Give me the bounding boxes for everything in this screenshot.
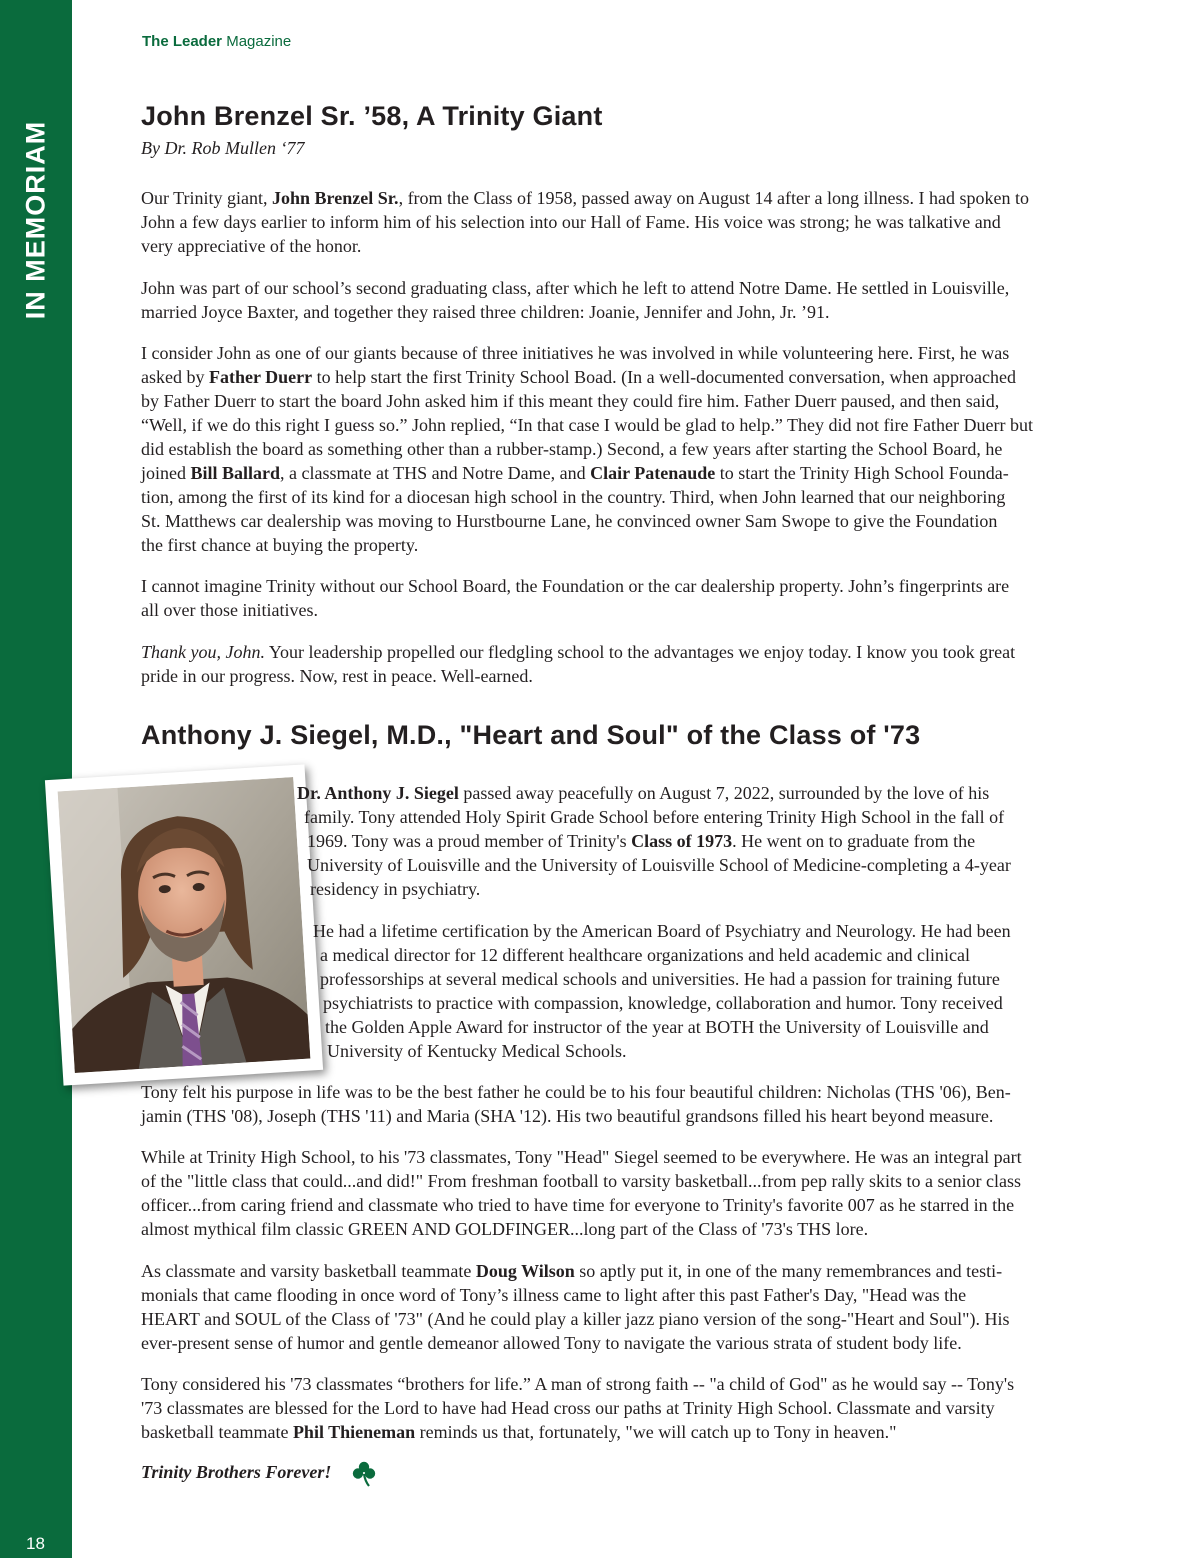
italic-text: Thank you, John. [141, 642, 265, 662]
line-text: He had a lifetime certification by the American Board of Psychiatry and Neurology. He had been [313, 921, 1011, 941]
line-text: married Joyce Baxter, and together they raised three children: Joanie, Jennifer and John, Jr. ’91. [141, 302, 830, 322]
text-line [141, 1080, 1109, 1104]
line-text: 1969. Tony was a proud member of Trinity's [307, 831, 632, 851]
bold-text: Phil Thieneman [292, 1422, 416, 1442]
line-text: “Well, if we do this right I guess so.” John replied, “In that case I would be glad to help.” They did not fire Father Duerr but [141, 415, 1033, 435]
line-text: Tony considered his '73 classmates “brothers for life.” A man of strong faith -- "a child of God" as he would say -- Tony's [141, 1374, 1015, 1394]
text-line [141, 1396, 1109, 1420]
text-line [141, 276, 1109, 300]
line-text: ever-present sense of humor and gentle demeanor allowed Tony to navigate the various strata of student body life. [141, 1333, 962, 1353]
line-text: pride in our progress. Now, rest in peace. Well-earned. [141, 666, 533, 686]
line-text: the Golden Apple Award for instructor of the year at BOTH the University of Louisville and [325, 1017, 989, 1037]
line-text: As classmate and varsity basketball teammate [141, 1261, 476, 1281]
masthead-brand: The Leader [142, 33, 223, 50]
bold-text: Bill Ballard [190, 463, 281, 483]
line-text: passed away peacefully on August 7, 2022, surrounded by the love of his [458, 783, 990, 803]
article1-title: John Brenzel Sr. ’58, A Trinity Giant [141, 101, 603, 131]
text-line [297, 853, 1200, 877]
line-text: While at Trinity High School, to his '73 classmates, Tony "Head" Siegel seemed to be everywhere. He was an integral part [141, 1147, 1022, 1167]
text-line [313, 1039, 1200, 1063]
line-text: officer...from caring friend and classmate who tried to have time for everyone to Trinity's favorite 007 as he starred in the [141, 1195, 1015, 1215]
text-line [141, 1331, 1109, 1355]
article1-paragraph-4 [141, 574, 1109, 622]
text-line [297, 805, 1200, 829]
text-line [297, 829, 1200, 853]
article2-paragraph-5 [141, 1259, 1109, 1355]
article2-title: Anthony J. Siegel, M.D., "Heart and Soul" of the Class of '73 [141, 720, 921, 750]
text-line [141, 300, 1109, 324]
text-line [141, 186, 1109, 210]
line-text: I consider John as one of our giants because of three initiatives he was involved in while volunteering here. First, he was [141, 343, 1010, 363]
text-line [141, 1283, 1109, 1307]
text-line [141, 1372, 1109, 1396]
portrait-photo [45, 764, 323, 1085]
text-line [141, 389, 1109, 413]
article1-paragraph-2 [141, 276, 1109, 324]
line-text: the first chance at buying the property. [141, 535, 419, 555]
line-text: jamin (THS '08), Joseph (THS '11) and Maria (SHA '12). His two beautiful grandsons filled his heart beyond measure. [141, 1106, 994, 1126]
line-text: St. Matthews car dealership was moving to Hurstbourne Lane, he convinced owner Sam Swope to give the Foundation [141, 511, 998, 531]
text-line [141, 365, 1109, 389]
text-line [141, 485, 1109, 509]
line-text: John was part of our school’s second graduating class, after which he left to attend Notre Dame. He settled in Louisville, [141, 278, 1010, 298]
text-line [141, 1259, 1109, 1283]
line-text: John a few days earlier to inform him of his selection into our Hall of Fame. His voice was strong; he was talkative and [141, 212, 1001, 232]
line-text: professorships at several medical schools and universities. He had a passion for training future [320, 969, 1000, 989]
line-text: Your leadership propelled our fledgling school to the advantages we enjoy today. I know you took great [264, 642, 1016, 662]
line-text: HEART and SOUL of the Class of '73" (And he could play a killer jazz piano version of the song-"Heart and Soul"). His [141, 1309, 1010, 1329]
bold-text: Class of 1973 [631, 831, 733, 851]
line-text: to start the Trinity High School Founda- [715, 463, 1009, 483]
line-text: almost mythical film classic GREEN AND GOLDFINGER...long part of the Class of '73's THS lore. [141, 1219, 869, 1239]
text-line [297, 877, 1200, 901]
text-line [141, 210, 1109, 234]
text-line [313, 967, 1200, 991]
line-text: to help start the first Trinity School Boad. (In a well-documented conversation, when approached [312, 367, 1016, 387]
line-text: , a classmate at THS and Notre Dame, and [280, 463, 591, 483]
article2-paragraph-2 [313, 919, 1200, 1063]
text-line [141, 664, 1109, 688]
bold-text: Dr. Anthony J. Siegel [297, 783, 459, 803]
line-text: Tony felt his purpose in life was to be the best father he could be to his four beautiful children: Nicholas (THS '06), Ben- [141, 1082, 1011, 1102]
section-label: IN MEMORIAM [20, 120, 51, 320]
line-text: basketball teammate [141, 1422, 293, 1442]
text-line [141, 1169, 1109, 1193]
text-line [141, 413, 1109, 437]
bold-text: Doug Wilson [475, 1261, 575, 1281]
text-line [141, 461, 1109, 485]
line-text: monials that came flooding in once word of Tony’s illness came to light after this past Father's Day, "Head was the [141, 1285, 967, 1305]
text-line [313, 991, 1200, 1015]
line-text: tion, among the first of its kind for a diocesan high school in the country. Third, when John learned that our neighboring [141, 487, 1006, 507]
line-text: reminds us that, fortunately, "we will catch up to Tony in heaven." [415, 1422, 897, 1442]
line-text: joined [141, 463, 191, 483]
line-text: '73 classmates are blessed for the Lord to have had Head cross our paths at Trinity High School. Classmate and varsity [141, 1398, 995, 1418]
text-line [141, 437, 1109, 461]
text-line [141, 234, 1109, 258]
line-text: University of Kentucky Medical Schools. [327, 1041, 627, 1061]
line-text: psychiatrists to practice with compassion, knowledge, collaboration and humor. Tony received [323, 993, 1003, 1013]
text-line [313, 1015, 1200, 1039]
line-text: so aptly put it, in one of the many remembrances and testi- [574, 1261, 1003, 1281]
line-text: a medical director for 12 different healthcare organizations and held academic and clinical [320, 945, 971, 965]
article1-paragraph-1 [141, 186, 1109, 258]
text-line [141, 640, 1109, 664]
text-line [141, 1420, 1109, 1444]
text-line [313, 943, 1200, 967]
shamrock-icon [352, 1461, 376, 1487]
line-text: very appreciative of the honor. [141, 236, 362, 256]
line-text: . He went on to graduate from the [732, 831, 976, 851]
article2-paragraph-3 [141, 1080, 1109, 1128]
page-number: 18 [26, 1534, 45, 1553]
text-line [141, 1145, 1109, 1169]
article2-paragraph-1 [297, 781, 1200, 901]
article1-byline: By Dr. Rob Mullen ‘77 [141, 138, 305, 158]
text-line [313, 919, 1200, 943]
text-line [141, 1193, 1109, 1217]
text-line [141, 1307, 1109, 1331]
text-line [141, 1217, 1109, 1241]
text-line [141, 574, 1109, 598]
masthead-suffix: Magazine [226, 33, 292, 50]
masthead [142, 33, 291, 50]
line-text: I cannot imagine Trinity without our School Board, the Foundation or the car dealership property. John’s fingerprints are [141, 576, 1010, 596]
text-line [141, 533, 1109, 557]
portrait-image [58, 777, 311, 1073]
line-text: Our Trinity giant, [141, 188, 273, 208]
bold-text: John Brenzel Sr. [272, 188, 399, 208]
line-text: by Father Duerr to start the board John asked him if this meant they could fire him. Father Duerr paused, and then said, [141, 391, 1000, 411]
line-text: asked by [141, 367, 209, 387]
line-text: residency in psychiatry. [310, 879, 481, 899]
bold-text: Father Duerr [208, 367, 313, 387]
article1-paragraph-3 [141, 341, 1109, 557]
line-text: family. Tony attended Holy Spirit Grade School before entering Trinity High School in the fall of [304, 807, 1005, 827]
line-text: of the "little class that could...and did!" From freshman football to varsity basketball...from pep rally skits to a senior class [141, 1171, 1022, 1191]
line-text: did establish the board as something other than a rubber-stamp.) Second, a few years after starting the School Board, he [141, 439, 1003, 459]
text-line [141, 598, 1109, 622]
bold-text: Clair Patenaude [590, 463, 716, 483]
article2-paragraph-6 [141, 1372, 1109, 1444]
line-text: , from the Class of 1958, passed away on August 14 after a long illness. I had spoken to [398, 188, 1029, 208]
article2-paragraph-4 [141, 1145, 1109, 1241]
closing-line: Trinity Brothers Forever! [141, 1462, 332, 1482]
text-line [141, 341, 1109, 365]
article1-paragraph-5 [141, 640, 1109, 688]
text-line [141, 509, 1109, 533]
text-line [297, 781, 1200, 805]
line-text: University of Louisville and the University of Louisville School of Medicine-completing a 4-year [307, 855, 1011, 875]
text-line [141, 1104, 1109, 1128]
line-text: all over those initiatives. [141, 600, 318, 620]
